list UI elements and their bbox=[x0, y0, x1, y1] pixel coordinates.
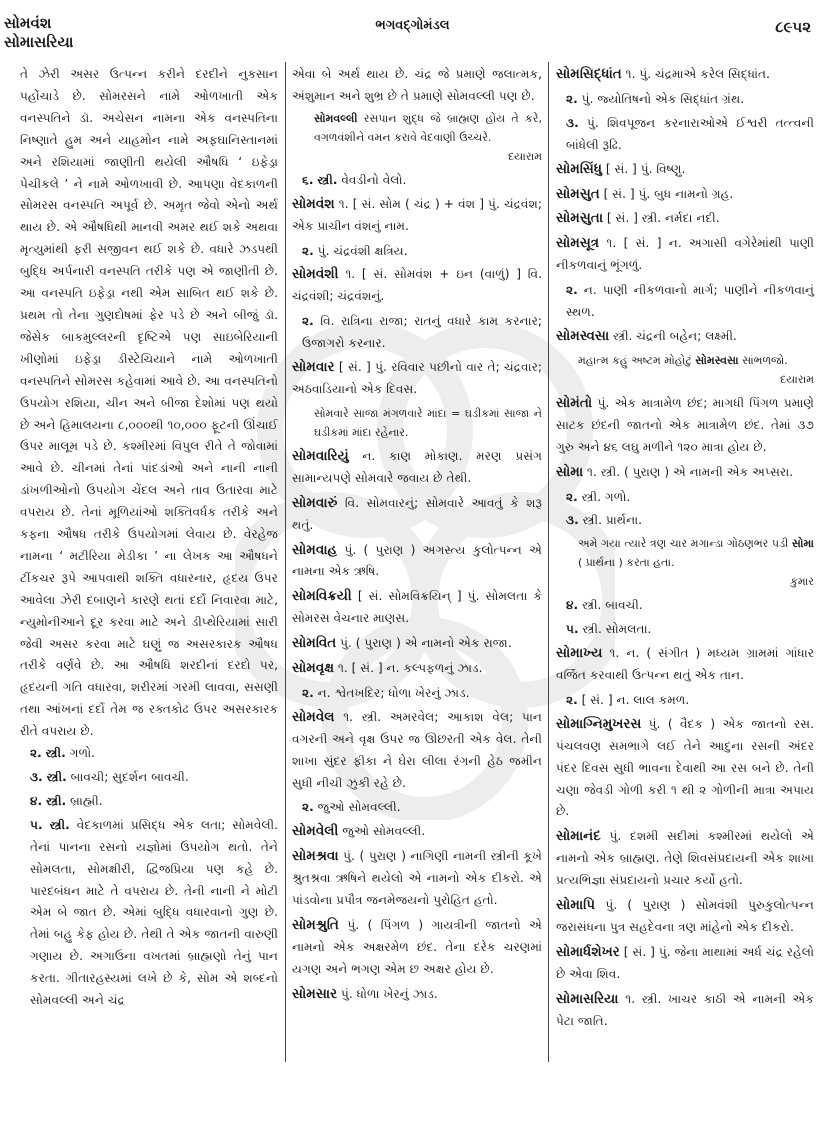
headword: સોમાસરિયા bbox=[556, 990, 619, 1007]
headword: સોમાખ્ય bbox=[556, 645, 603, 662]
sense: ૨. વિ. રાત્રિના રાજા; રાતનું વધારે કામ કરનાર; ઉજાગરો કરનાર. bbox=[302, 314, 542, 351]
page-number: ૮૯૫૨ bbox=[775, 18, 811, 36]
sense: ૨. ન. પાણી નીકળવાનો માર્ગ; પાણીને નીકળવાનું સ્થળ. bbox=[566, 283, 815, 320]
sense: ૨. જુઓ સોમવલ્લી. bbox=[302, 800, 401, 815]
last-guide-word: સોમાસરિયા bbox=[4, 33, 74, 51]
dictionary-entry: સોમાગ્નિમુખરસ પું. ( વૈદક ) એક જાતનો રસ. પંચલવણ સમભાગે લઈ તેને આદુના રસની અંદર પંદર દિવસ સુધી ભાવના દેવાથી આ રસ બને છે. તેની ચણા જેવડી ગોળી કરી ૧ થી ૨ ગોળીની માત્રા અપાય છે. bbox=[556, 715, 815, 819]
headword: સોમવારિયું bbox=[292, 447, 349, 464]
right-column bbox=[556, 64, 814, 1036]
dictionary-entry: સોમવંશ ૧. [ સં. સોમ ( ચંદ્ર ) + વંશ ] પું. ચંદ્રવંશ; એક પ્રાચીન વંશનું નામ. bbox=[292, 195, 542, 233]
continued-definition: તે ઝેરી અસર ઉત્પન્ન કરીને દરદીને નુકસાન પહોંચાડે છે. સોમરસને નામે ઓળખાતી એક વનસ્પતિને ડૉ. અચેસન નામના એક વનસ્પતિના નિષ્ણાતે હુમ અને યાહમોન નામે અફઘાનિસ્તાનમાં અને રશિયામાં જાણીતી થયેલી ઔષધિ ‘ ઇફેડ્રા પેચીકલે ’ ને નામે ઓળખાવી છે. આપણા વેદકાળની સોમરસ વનસ્પતિ અપૂર્વ છે. અમૃત જેવો એનો અર્થ થાય છે. એ ઔષધિથી માનવી અમર થઈ શકે અથવા મૃત્યુમાંથી ફરી સજીવન થઈ શકે છે. વધારે ઝડપથી બુદ્ધિ અર્પનારી વનસ્પતિ તરીકે પણ એ જાણીતી છે. આ વનસ્પતિ ઇફેડ્રા નથી એમ સાબિત થઈ શકે છે. પ્રથમ તો તેના ગુણદોષમાં ફેર પડે છે અને બીજું ડૉ. જેસેક બાકમુલ્લરની દૃષ્ટિએ પણ સાઇબેરિયાની ખીણોમાં ઇફેડ્રા ડીસ્ટેચિયાને નામે ઓળખાતી વનસ્પતિને સોમરસ કહેવામાં આવે છે. આ વનસ્પતિનો ઉપયોગ રશિયા, ચીન અને બીજા દેશોમાં પણ થયો છે અને હિમાલયના ૮,૦૦૦થી ૧૦,૦૦૦ ફૂટની ઊંચાઈ ઉપર માલૂમ પડે છે. કશ્મીરમાં વિપુલ રીતે તે જોવામાં આવે છે. ચીનમાં તેનાં પાંદડાંઓ અને નાની નાની ડાંખળીઓનો ઉપયોગ ચેંદલ અને તાવ ઉતારવા માટે વપરાય છે. તેનાં મૂળિયાંઓ શક્તિવર્ધક તરીકે અને કફના ઔષધ તરીકે ઉપયોગમાં લેવાય છે. વેરહેજ નામના ‘ મટીરિયા મેડીકા ’ ના લેખક આ ઔષધને ટીંકચર રૂપે આપવાથી શક્તિ વધારનાર, હૃદય ઉપર આવેલા ઝેરી દબાણને કારણે થતાં દર્દો નિવારવા માટે, ન્યુમોનીઆને દૂર કરવા માટે અને ડીપ્થેરિયામાં સારી જેવી અસર કરવા માટે ઘણું જ અસરકારક ઔષધ તરીકે વર્ણવે છે. આ ઔષધિ શરદીનાં દરદો પર, હૃદયની ગતિ વધારવા, શરીરમાં ગરમી લાવવા, સસણી તથા આંખનાં દર્દો તેમ જ રક્તકોઢ ઉપર અસરકારક રીતે વપરાય છે. bbox=[20, 67, 278, 739]
headword: સોમસ્વસા bbox=[556, 327, 610, 344]
dictionary-entry: સોમાનંદ પું. દશમી સદીમાં કશ્મીરમાં થયેલો એ નામનો એક બ્રાહ્મણ. તેણે શિવસંપ્રદાયની એક શાખા પ્રત્યભિજ્ઞા સંપ્રદાયનો પ્રચાર કર્યો હતો. bbox=[556, 828, 815, 888]
headword: સોમાનંદ bbox=[556, 828, 601, 845]
headword: સોમસિંધુ bbox=[556, 160, 602, 177]
idiom: સોમવારે સાજા મંગળવારે માંદા = ઘડીકમાં સાજા ને ઘડીકમાં માંદા રહેનાર. bbox=[314, 406, 542, 439]
headword: સોમાપિ bbox=[556, 897, 595, 914]
headword: સોમશ્રુતિ bbox=[292, 917, 339, 933]
sense: ૨. [ સં. ] ન. લાલ કમળ. bbox=[566, 692, 690, 707]
dictionary-entry: સોમસ્વસા સ્ત્રી. ચંદ્રની બહેન; લક્ષ્મી. bbox=[556, 327, 737, 344]
citation-author: દયારામ bbox=[779, 372, 814, 386]
dictionary-entry: સોમશ્રુતિ પું. ( પિંગળ ) ગાયત્રીની જાતનો એ નામનો એક અક્ષરમેળ છંદ. તેના દરેક ચરણમાં યગણ અને ભગણ એમ છ અક્ષર હોય છે. bbox=[292, 917, 542, 976]
dictionary-entry: સોમવેલ ૧. સ્ત્રી. અમરવેલ; આકાશ વેલ; પાન વગરની અને વૃક્ષ ઉપર જ ઊછરતી એક વેલ. તેની શાખા સુંદર ફીકા ને ઘેરા લીલા રંગની હેઠ જમીન સુધી નીચી ઝુકી રહે છે. bbox=[292, 708, 543, 790]
dictionary-entry: સોમસુત [ સં. ] પું. બુધ નામનો ગ્રહ. bbox=[556, 185, 734, 202]
first-guide-word: સોમવંશ bbox=[4, 14, 52, 32]
book-title: ભગવદ્ગોમંડલ bbox=[375, 18, 450, 33]
dictionary-entry: સોમાસરિયા ૧. સ્ત્રી. ખાચર કાઠી એ નામની એક પેટા જાતિ. bbox=[556, 990, 815, 1028]
citation-author: દયારામ bbox=[507, 149, 542, 163]
dictionary-entry: સોમવંશી ૧. [ સં. સોમવંશ + ઇન (વાળું) ] વિ. ચંદ્રવંશી; ચંદ્રવંશનું. bbox=[292, 266, 543, 304]
dictionary-entry: સોમશ્રવા પું. ( પુરાણ ) નાગિણી નામની સ્ત્રીની કૂખે શ્રુતશ્રવા ઋષિને થયેલો એ નામનો એક દીકરો. એ પાંડવોના પ્રપૌત્ર જનમેજયનો પુરોહિત હતો. bbox=[292, 848, 543, 908]
sense: ૩. પું. શિવપૂજન કરનારાઓએ ઈશ્વરી તત્ત્વની બાંધેલી રૂઢિ. bbox=[566, 115, 814, 152]
headword: સોમસૂત્ર bbox=[556, 235, 600, 252]
middle-column bbox=[292, 64, 542, 1009]
headword: સોમસિદ્ધાંત bbox=[556, 66, 622, 82]
column-divider bbox=[285, 62, 286, 1062]
headword: સોમવેલ bbox=[292, 708, 335, 725]
headword: સોમાગ્નિમુખરસ bbox=[556, 715, 642, 732]
citation-quote: અમે ગયા ત્યારે ત્રણ ચાર મગાન્ડા ગોઠણભર પડી સોમા ( પ્રાર્થના ) કરતા હતા. કુમાર bbox=[556, 534, 814, 591]
dictionary-entry: સોમસુતા [ સં. ] સ્ત્રી. નર્મદા નદી. bbox=[556, 210, 720, 227]
headword: સોમવૃક્ષ bbox=[292, 660, 335, 677]
dictionary-entry: સોમવિત પું. ( પુરાણ ) એ નામનો એક રાજા. bbox=[292, 635, 512, 652]
dictionary-entry: સોમંતો પું. એક માત્રામેળ છંદ; માગધી પિંગળ પ્રમાણે સાટક છંદની જાતનો એક માત્રામેળ છંદ. તેમાં ૩૭ ગુરુ અને ૪૬ લઘુ મળીને ૧૨૦ માત્રા હોય છે. bbox=[556, 394, 814, 454]
dictionary-entry: સોમસૂત્ર ૧. [ સં. ] ન. અગાસી વગેરેમાંથી પાણી નીકળવાનું ભૂંગળું. bbox=[556, 235, 815, 273]
sense: ૫. સ્ત્રી. સોમલતા. bbox=[566, 622, 652, 637]
headword: સોમસુતા bbox=[556, 210, 604, 227]
headword: સોમવેલી bbox=[292, 823, 339, 840]
headword: સોમવંશ bbox=[292, 195, 335, 212]
dictionary-entry: સોમવિક્રયી [ સં. સોમવિક્રયિન્ ] પું. સોમલતા કે સોમરસ વેચનાર માણસ. bbox=[292, 588, 543, 626]
column-divider bbox=[548, 62, 549, 1062]
headword: સોમવિક્રયી bbox=[292, 588, 352, 605]
continued-definition: એવા બે અર્થ થાય છે. ચંદ્ર જે પ્રમાણે જલાત્મક, અંશુમાન અને શુભ્ર છે તે પ્રમાણે સોમવલ્લી પણ છે. bbox=[292, 67, 542, 103]
sense: ૨. ન. શ્વેતખદિર; ધોળા ખેરનું ઝાડ. bbox=[302, 685, 470, 700]
citation-author: કુમાર bbox=[790, 575, 814, 589]
dictionary-entry: સોમસિંધુ [ સં. ] પું. વિષ્ણુ. bbox=[556, 160, 686, 177]
sense: ૪. સ્ત્રી. બાવચી. bbox=[566, 598, 643, 613]
dictionary-entry: સોમા ૧. સ્ત્રી. ( પુરાણ ) એ નામની એક અપ્સરા. bbox=[556, 463, 794, 480]
dictionary-entry: સોમવાહ પું. ( પુરાણ ) અગસ્ત્ય કુલોત્પન્ન એ નામના એક ઋષિ. bbox=[292, 541, 543, 579]
headword: સોમવંશી bbox=[292, 266, 339, 283]
dictionary-entry: સોમાખ્ય ૧. ન. ( સંગીત ) મધ્યમ ગ્રામમાં ગાંધાર વર્જિત કરવાથી ઉત્પન્ન થતું એક તાન. bbox=[556, 645, 814, 683]
headword: સોમસાર bbox=[292, 985, 338, 1002]
headword: સોમવિત bbox=[292, 635, 337, 652]
sense: ૩. સ્ત્રી. પ્રાર્થના. bbox=[566, 513, 643, 528]
headword: સોમવારું bbox=[292, 494, 338, 511]
sense: ૬. સ્ત્રી. વેવડીનો વેલો. bbox=[302, 172, 407, 187]
headword: સોમસુત bbox=[556, 185, 600, 202]
dictionary-entry: સોમવારું વિ. સોમવારનું; સોમવારે આવતું કે શરૂ થતું. bbox=[292, 494, 543, 532]
dictionary-entry: સોમવૃક્ષ ૧. [ સં. ] ન. કલ્પફળનું ઝાડ. bbox=[292, 660, 483, 677]
page-header bbox=[0, 0, 825, 60]
headword: સોમશ્રવા bbox=[292, 848, 339, 865]
dictionary-entry: સોમાર્ધશેખર [ સં. ] પું. જેના માથામાં અર્ધ ચંદ્ર રહેલો છે એવા શિવ. bbox=[556, 943, 815, 981]
sense: ૨. સ્ત્રી. ગળો. bbox=[30, 746, 95, 761]
dictionary-entry: સોમસિદ્ધાંત ૧. પું. ચંદ્રમાએ કરેલ સિદ્ધાંત. bbox=[556, 66, 770, 82]
citation-quote: મહાત્મ કહું અષ્ટમ મોહોટું સોમસ્વસા સાંભળજો. દયારામ bbox=[556, 351, 814, 389]
sense: ૨. પું. જ્યોતિષનો એક સિદ્ધાંત ગ્રંથ. bbox=[566, 91, 745, 106]
dictionary-entry: સોમવેલી જુઓ સોમવલ્લી. bbox=[292, 823, 426, 840]
citation-quote: સોમવલ્લી રસપાન શુદ્ધ જે બ્રાહ્મણ હોય તે કરે, વગળવંશીને વમન કરાવે વેદવાણી ઉચ્ચરે. દયારામ bbox=[292, 109, 542, 166]
headword: સોમાર્ધશેખર bbox=[556, 943, 620, 960]
dictionary-entry: સોમવારિયું ન. કાણ મોકાણ. મરણ પ્રસંગ સામાન્યપણે સોમવારે જવાય છે તેથી. bbox=[292, 447, 543, 485]
sense: ૪. સ્ત્રી. બ્રાહ્મી. bbox=[30, 793, 103, 808]
headword: સોમંતો bbox=[556, 394, 593, 411]
sense: ૩. સ્ત્રી. બાવચી; સુદર્શન બાવચી. bbox=[30, 770, 189, 784]
headword: સોમવાર bbox=[292, 359, 335, 376]
dictionary-entry: સોમવાર [ સં. ] પું. રવિવાર પછીનો વાર તે; ચંદ્રવાર; અઠવાડિયાનો એક દિવસ. bbox=[292, 359, 542, 396]
headword: સોમવાહ bbox=[292, 541, 338, 558]
dictionary-entry: સોમાપિ પું. ( પુરાણ ) સોમવંશી પુરુકુલોત્પન્ન જરાસંધના પુત્ર સહદેવના ત્રણ માંહેનો એક દીકરો. bbox=[556, 897, 815, 934]
left-column bbox=[20, 64, 278, 1014]
headword: સોમા bbox=[556, 463, 584, 480]
sense: ૨. પું. ચંદ્રવંશી ક્ષત્રિય. bbox=[302, 243, 408, 258]
sense: ૨. સ્ત્રી. ગળો. bbox=[566, 489, 631, 504]
sense: ૫. સ્ત્રી. વેદકાળમાં પ્રસિદ્ધ એક લતા; સોમવેલી. તેનાં પાનના રસનો યજ્ઞોમાં ઉપયોગ થતો. તેને સોમલતા, સોમક્ષીરી, દ્વિજપ્રિયા પણ કહે છે. પારદબંધન માટે તે વપરાય છે. તેની નાની ને મોટી એમ બે જાત છે. એમાં બુદ્ધિ વધારવાનો ગુણ છે. તેમાં બહુ કેફ હોય છે. તેથી તે એક જાતની વારુણી ગણાય છે. અગાઉના વખતમાં બ્રાહ્મણો તેનું પાન કરતા. ગીતારહસ્યમાં લખે છે કે, સોમ એ શબ્દનો સોમવલ્લી અને ચંદ્ર bbox=[30, 817, 279, 1008]
dictionary-entry: સોમસાર પું. ધોળા ખેરનું ઝાડ. bbox=[292, 985, 438, 1002]
